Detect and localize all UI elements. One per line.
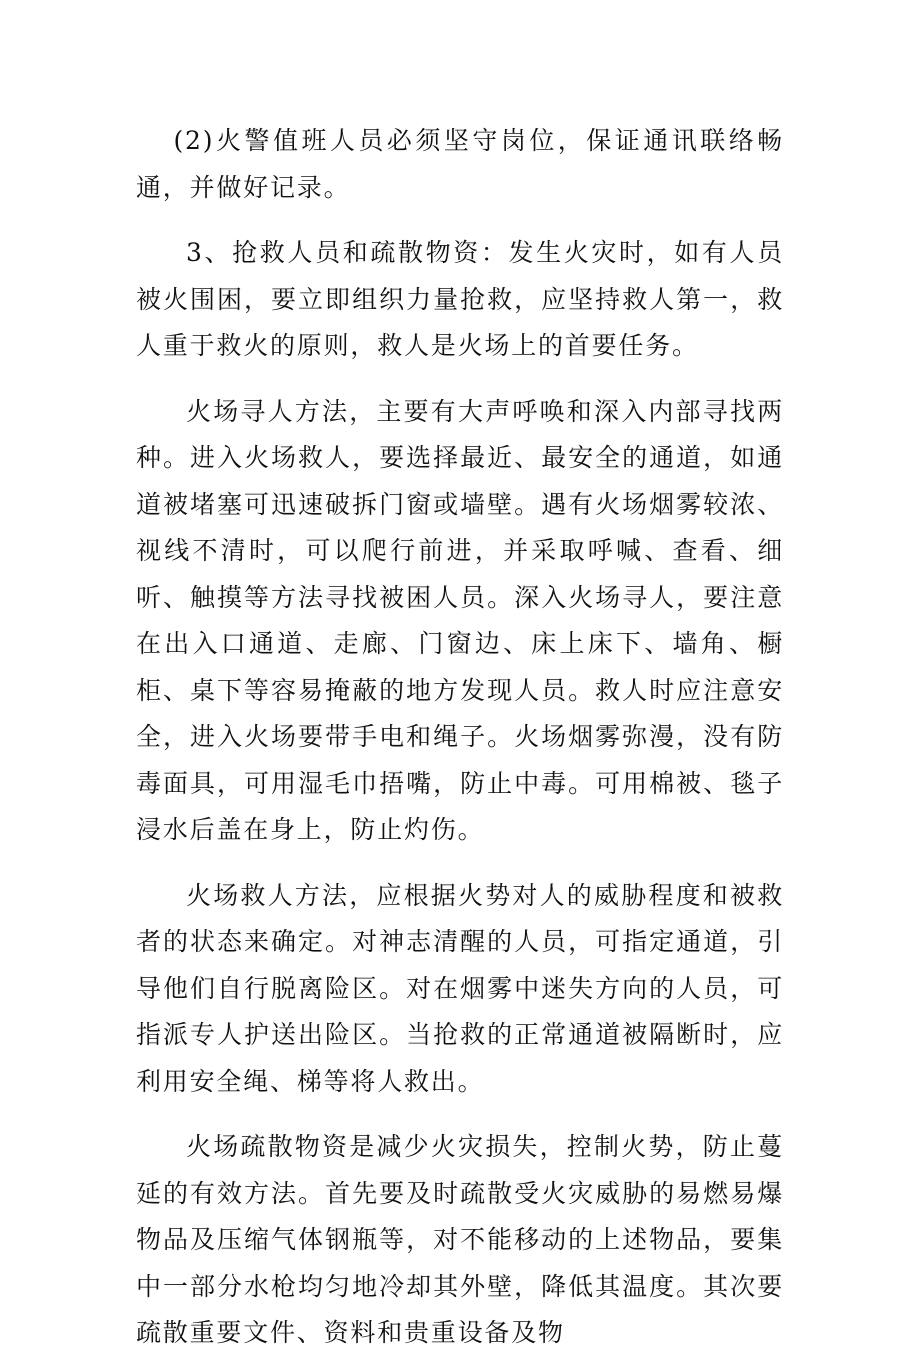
paragraph-duty-officer: (2)火警值班人员必须坚守岗位，保证通讯联络畅通，并做好记录。 — [136, 126, 784, 202]
paragraph-material-evacuation: 火场疏散物资是减少火灾损失，控制火势，防止蔓延的有效方法。首先要及时疏散受火灾威胁的易燃易爆物品及压缩气体钢瓶等，对不能移动的上述物品，要集中一部分水枪均匀地冷却其外壁，降低其温度。其次要疏散重要文件、资料和贵重设备及物 — [136, 1132, 784, 1347]
paragraph-rescue-methods: 火场救人方法，应根据火势对人的威胁程度和被救者的状态来确定。对神志清醒的人员，可指定通道，引导他们自行脱离险区。对在烟雾中迷失方向的人员，可指派专人护送出险区。当抢救的正常通道被隔断时，应利用安全绳、梯等将人救出。 — [136, 880, 784, 1096]
paragraph-search-methods: 火场寻人方法，主要有大声呼唤和深入内部寻找两种。进入火场救人，要选择最近、最安全的通道，如通道被堵塞可迅速破拆门窗或墙壁。遇有火场烟雾较浓、视线不清时，可以爬行前进，并采取呼喊、查看、细听、触摸等方法寻找被困人员。深入火场寻人，要注意在出入口通道、走廊、门窗边、床上床下、墙角、橱柜、桌下等容易掩蔽的地方发现人员。救人时应注意安全，进入火场要带手电和绳子。火场烟雾弥漫，没有防毒面具，可用湿毛巾捂嘴，防止中毒。可用棉被、毯子浸水后盖在身上，防止灼伤。 — [136, 396, 784, 844]
paragraph-rescue-and-evacuation: 3、抢救人员和疏散物资：发生火灾时，如有人员被火围困，要立即组织力量抢救，应坚持救人第一，救人重于救火的原则，救人是火场上的首要任务。 — [136, 238, 784, 360]
